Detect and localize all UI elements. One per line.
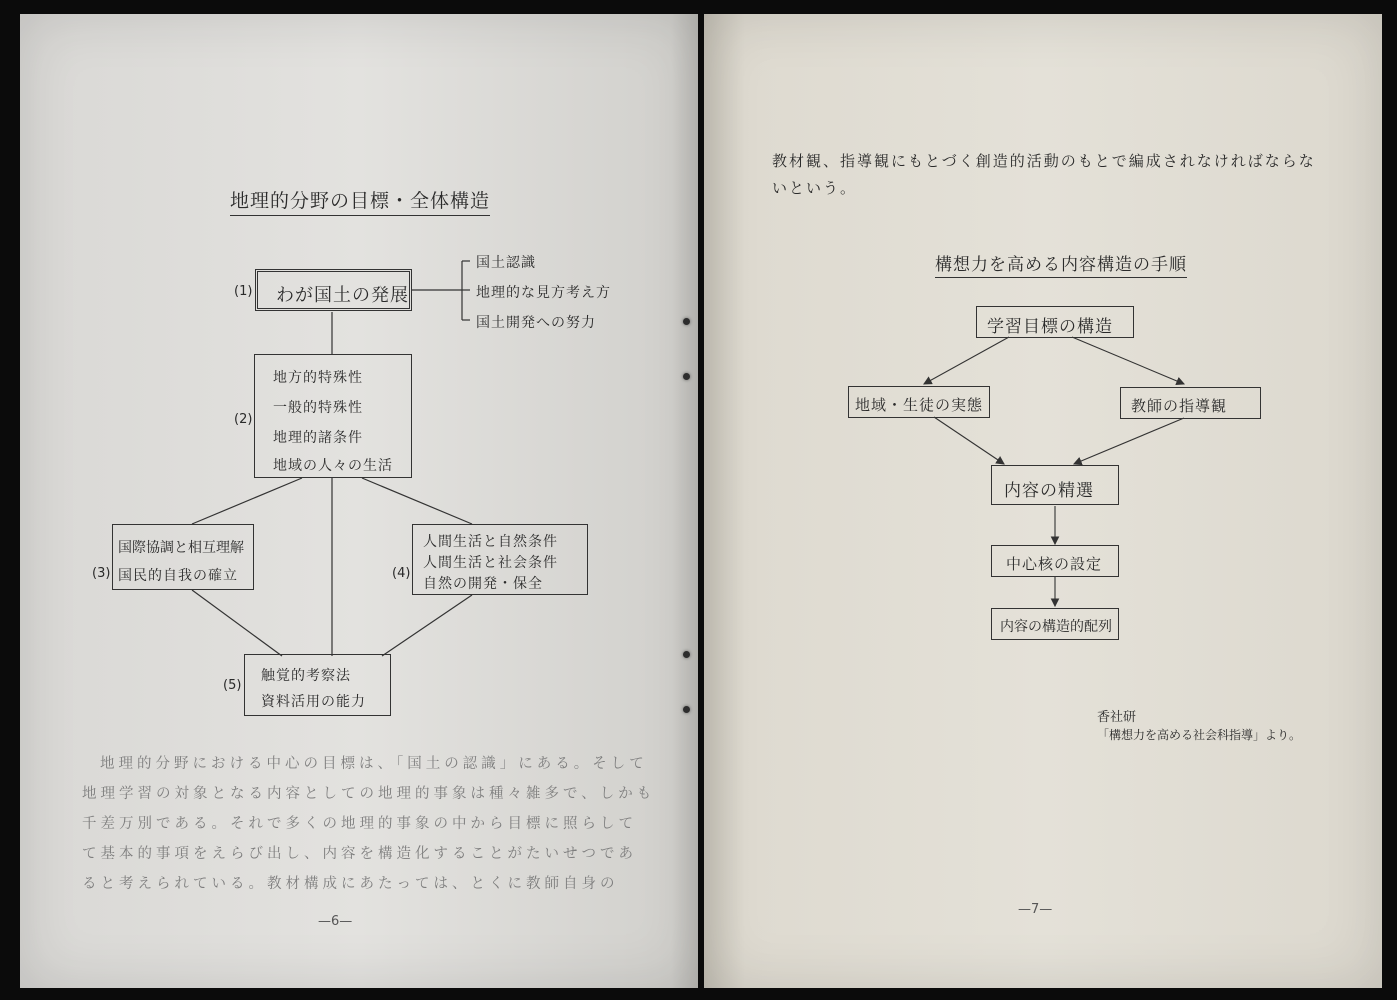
goal-list-item-2: 地理的な見方考え方 (476, 285, 611, 301)
flow-box-core (991, 545, 1119, 577)
right-top-line-1: 教材観、指導観にもとづく創造的活動のもとで編成されなければならな (772, 152, 1316, 170)
left-title: 地理的分野の目標・全体構造 (230, 186, 490, 216)
goal-box-3-line-1: 国際協調と相互理解 (118, 540, 244, 556)
diagram-number-2: (2) (234, 412, 253, 427)
source-line-1: 香社研 (1097, 710, 1137, 725)
diagram-number-5: (5) (223, 678, 242, 693)
goal-box-3 (112, 524, 254, 590)
goal-box-5-line-1: 触覚的考察法 (261, 668, 351, 684)
goal-list-item-1: 国土認識 (476, 255, 536, 271)
binding-hole (683, 373, 690, 380)
goal-box-2-line-3: 地理的諸条件 (273, 430, 363, 446)
goal-box-4 (412, 524, 588, 595)
body-line-5: ると考えられている。教材構成にあたっては、とくに教師自身の (82, 876, 619, 892)
binding-hole (683, 651, 690, 658)
goal-box-1 (255, 269, 412, 311)
right-page-number: —7— (1018, 902, 1053, 917)
flow-box-region (848, 386, 990, 418)
flow-box-teacher (1120, 387, 1261, 419)
binding-hole (683, 318, 690, 325)
flow-box-arrange-label: 内容の構造的配列 (1000, 619, 1112, 635)
body-line-4: て基本的事項をえらび出し、内容を構造化することがたいせつであ (82, 846, 637, 862)
goal-box-2-line-2: 一般的特殊性 (273, 400, 363, 416)
flow-box-goal-label: 学習目標の構造 (987, 317, 1113, 337)
goal-box-2-line-4: 地域の人々の生活 (273, 458, 393, 474)
source-line-2: 「構想力を高める社会科指導」より。 (1097, 728, 1302, 742)
right-page (704, 14, 1382, 988)
flow-box-select (991, 465, 1119, 505)
flow-box-select-label: 内容の精選 (1004, 481, 1094, 501)
body-line-1: 地理的分野における中心の目標は、「国土の認識」にある。そして (100, 756, 648, 772)
goal-box-4-line-3: 自然の開発・保全 (423, 576, 543, 592)
left-page-number: —6— (318, 914, 353, 929)
diagram-number-4: (4) (392, 566, 411, 581)
body-line-3: 千差万別である。それで多くの地理的事象の中から目標に照らして (82, 816, 637, 832)
goal-box-2-line-1: 地方的特殊性 (273, 370, 363, 386)
goal-box-5-line-2: 資料活用の能力 (261, 694, 366, 710)
goal-box-4-line-2: 人間生活と社会条件 (423, 555, 558, 571)
flow-box-goal (976, 306, 1134, 338)
flow-box-core-label: 中心核の設定 (1006, 555, 1103, 573)
right-title: 構想力を高める内容構造の手順 (935, 250, 1187, 278)
goal-box-4-line-1: 人間生活と自然条件 (423, 534, 558, 550)
goal-box-3-line-2: 国民的自我の確立 (118, 568, 238, 584)
left-page (20, 14, 698, 988)
right-top-line-2: いという。 (772, 179, 858, 197)
goal-box-5 (244, 654, 391, 716)
binding-hole (683, 706, 690, 713)
goal-list-item-3: 国土開発への努力 (476, 315, 596, 331)
goal-box-2 (254, 354, 412, 478)
diagram-number-1: (1) (234, 284, 253, 299)
flow-box-arrange (991, 608, 1119, 640)
body-line-2: 地理学習の対象となる内容としての地理的事象は種々雑多で、しかも (82, 786, 656, 802)
flow-box-region-label: 地域・生徒の実態 (855, 396, 984, 414)
diagram-number-3: (3) (92, 566, 111, 581)
flow-box-teacher-label: 教師の指導観 (1131, 397, 1228, 415)
goal-box-1-label: わが国土の発展 (276, 285, 409, 306)
